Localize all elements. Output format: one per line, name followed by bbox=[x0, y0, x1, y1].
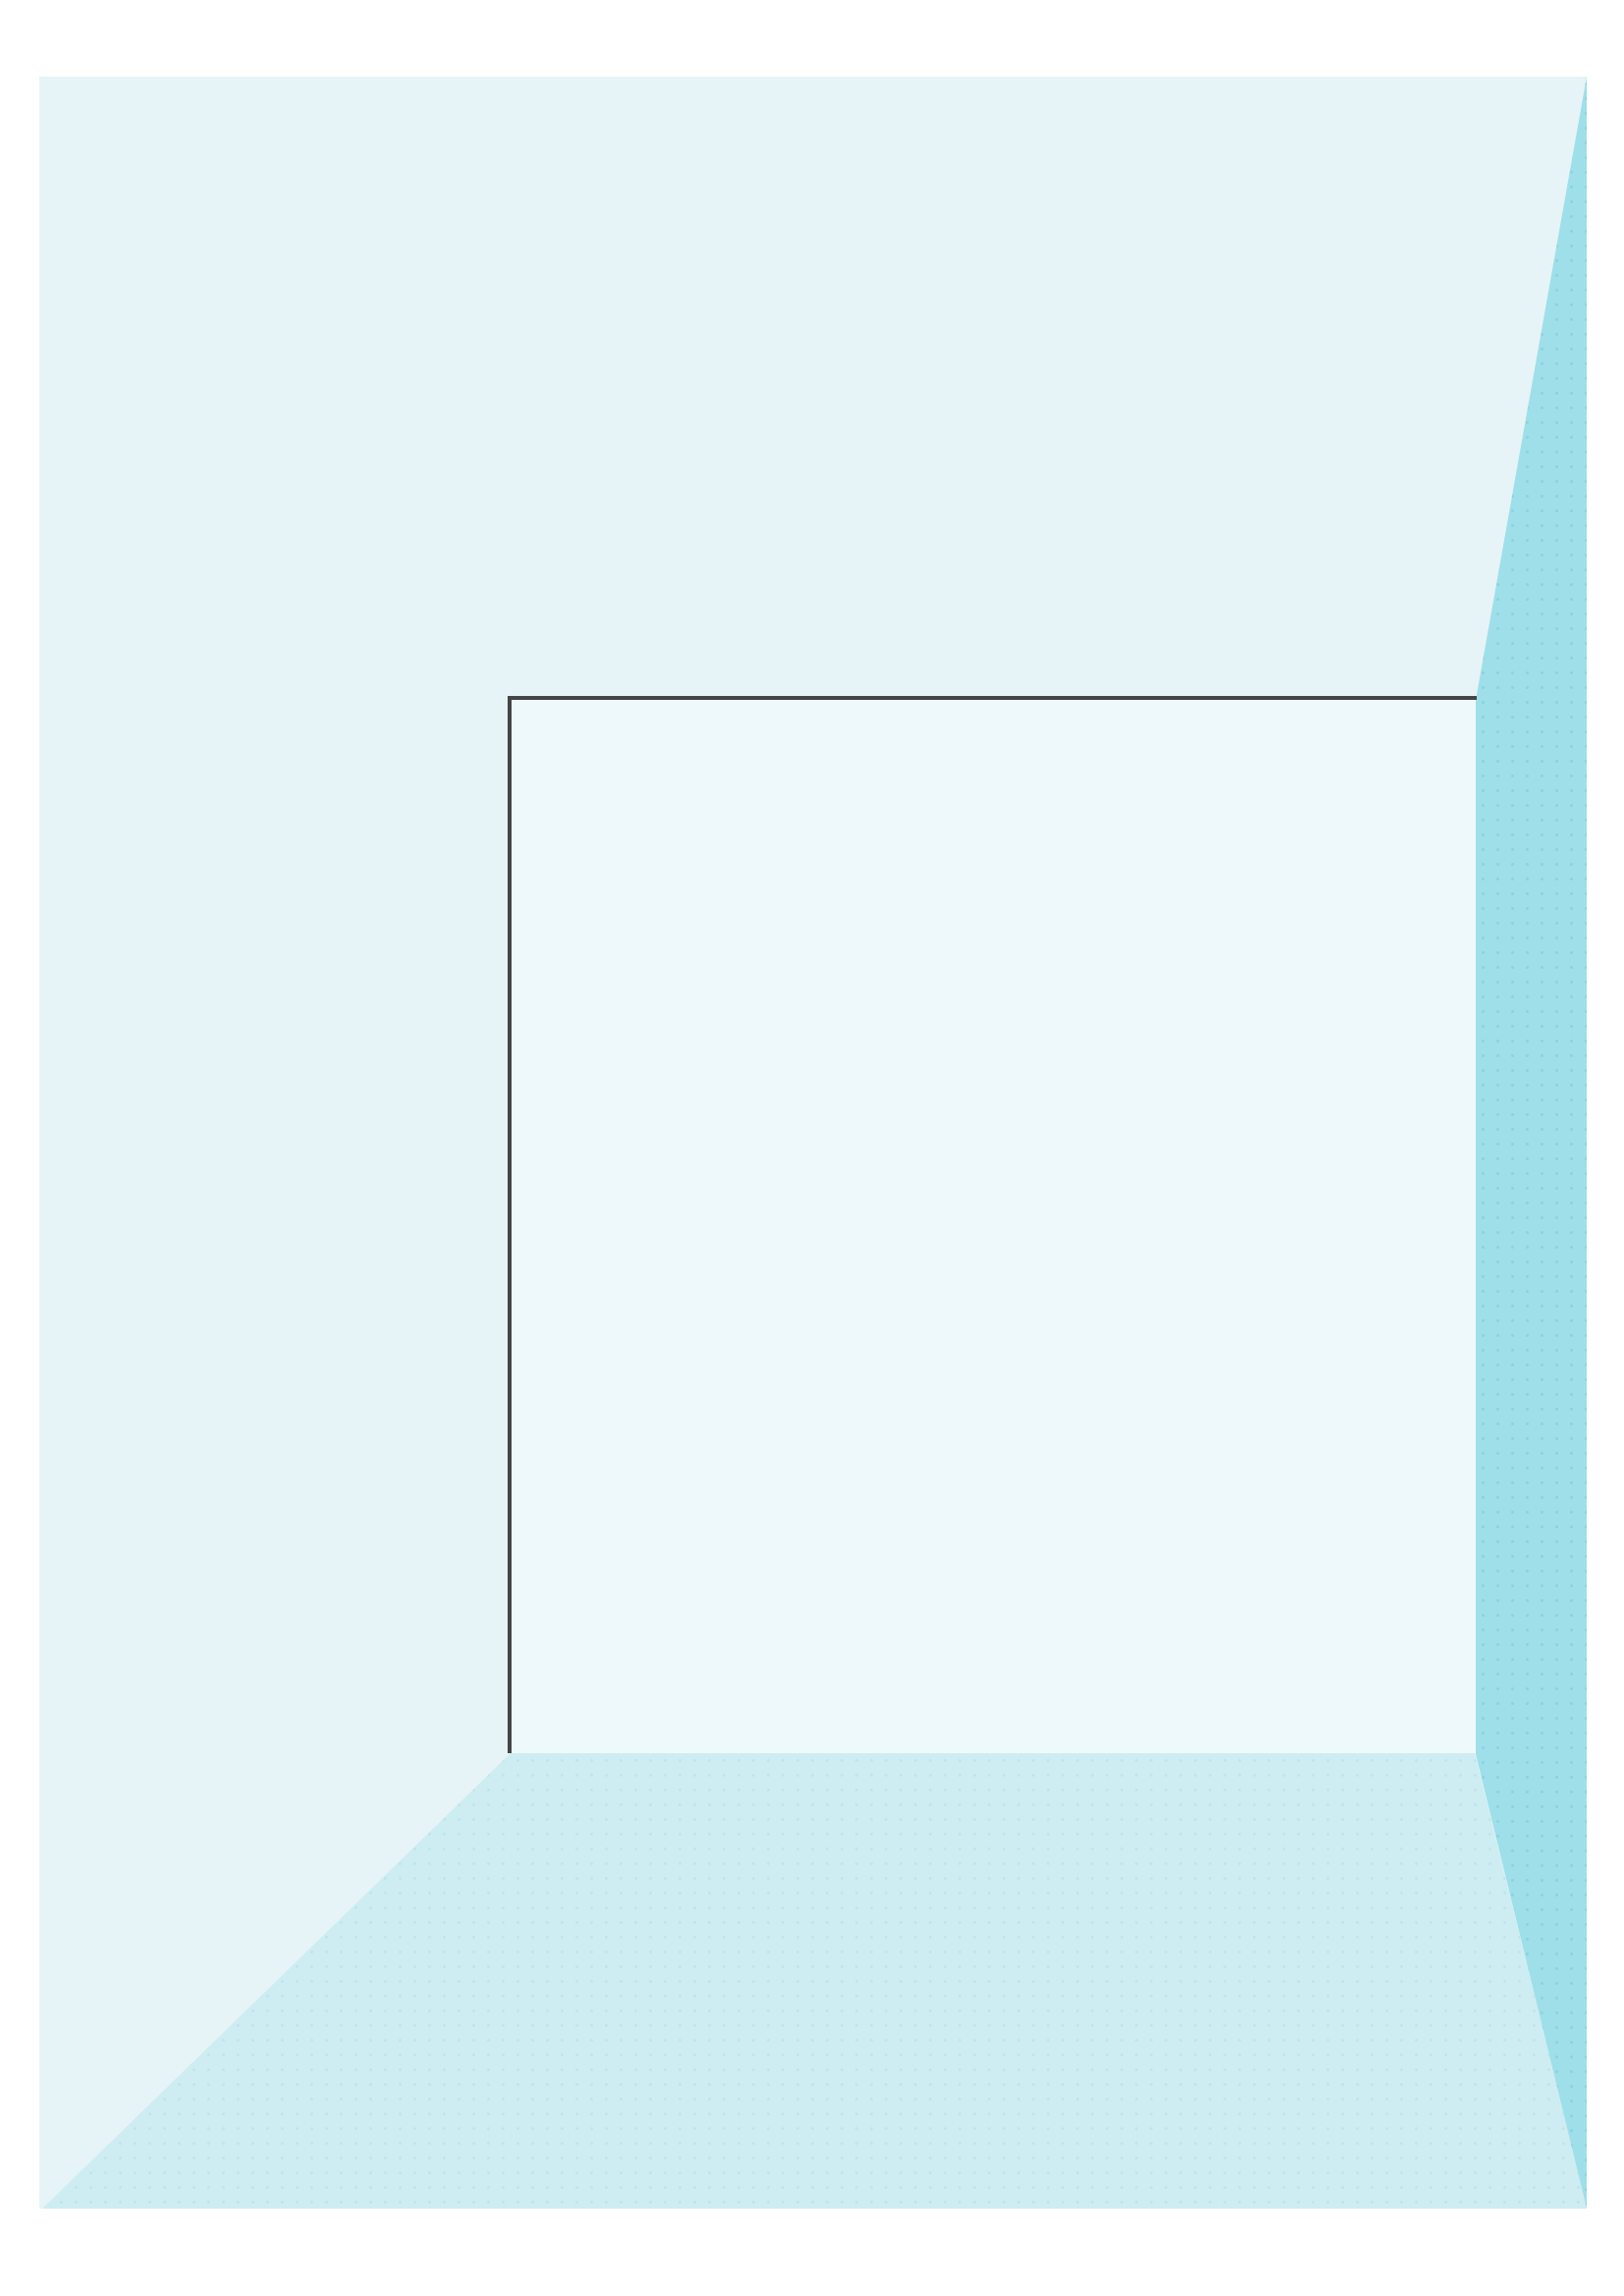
x-axis-line bbox=[510, 696, 1477, 700]
y-axis-line bbox=[508, 696, 512, 1753]
plot-area bbox=[510, 698, 1476, 1753]
